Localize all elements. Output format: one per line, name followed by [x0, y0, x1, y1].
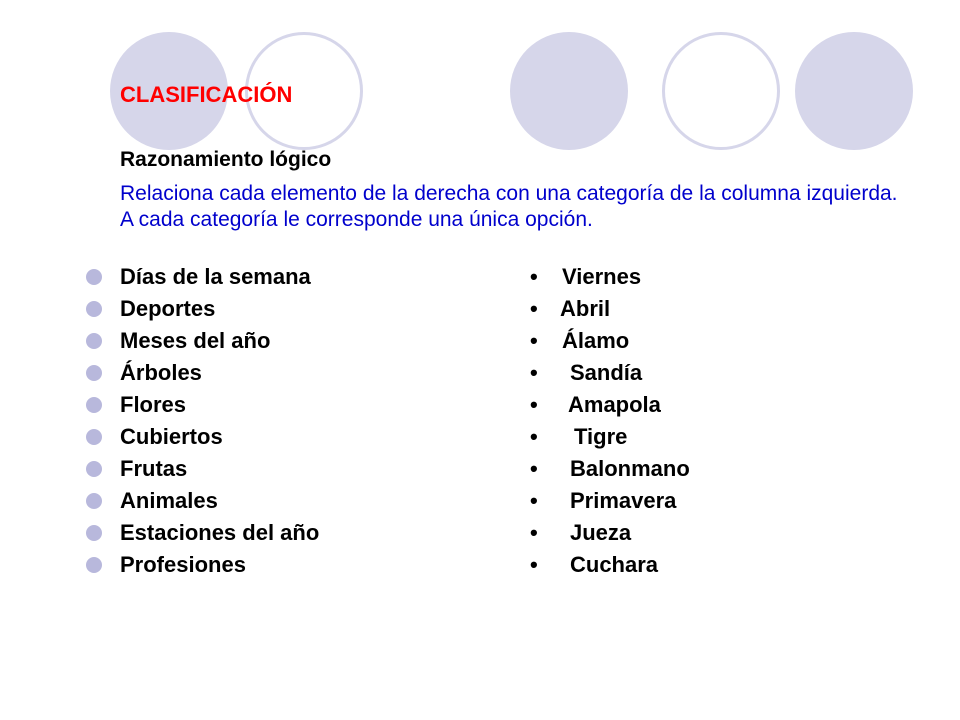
decorative-ring-2 [662, 32, 780, 150]
bullet-glyph: • [530, 520, 538, 545]
bullet-icon [86, 397, 102, 413]
category-label: Cubiertos [120, 424, 223, 449]
item-label: Tigre [574, 424, 628, 449]
category-item [86, 485, 319, 517]
category-item [86, 293, 319, 325]
bullet-icon [86, 333, 102, 349]
category-item [86, 325, 319, 357]
bullet-glyph: • [530, 360, 538, 385]
decorative-circle-2 [510, 32, 628, 150]
item-entry [530, 549, 690, 581]
category-label: Flores [120, 392, 187, 417]
item-entry [530, 421, 690, 453]
category-item [86, 549, 319, 581]
category-label: Árboles [120, 360, 202, 385]
category-label: Meses del año [120, 328, 271, 353]
bullet-glyph: • [530, 552, 538, 577]
item-label: Balonmano [570, 456, 690, 481]
category-item [86, 517, 319, 549]
category-label: Días de la semana [120, 264, 311, 289]
bullet-glyph: • [530, 296, 538, 321]
category-label: Deportes [120, 296, 216, 321]
bullet-icon [86, 525, 102, 541]
bullet-icon [86, 301, 102, 317]
category-item [86, 421, 319, 453]
item-label: Sandía [570, 360, 643, 385]
item-entry [530, 357, 690, 389]
bullet-glyph: • [530, 456, 538, 481]
bullet-glyph: • [530, 488, 538, 513]
item-entry [530, 485, 690, 517]
item-label: Jueza [570, 520, 632, 545]
bullet-icon [86, 557, 102, 573]
category-item [86, 453, 319, 485]
item-label: Abril [560, 296, 611, 321]
category-label: Estaciones del año [120, 520, 320, 545]
item-entry [530, 517, 690, 549]
slide-subtitle: Razonamiento lógico [120, 148, 332, 171]
bullet-icon [86, 493, 102, 509]
item-label: Amapola [568, 392, 661, 417]
item-label: Primavera [570, 488, 677, 513]
instructions-text: Relaciona cada elemento de la derecha con una categoría de la columna izquierda. A cada categoría le corresponde una única opción. [120, 182, 898, 231]
item-label: Viernes [562, 264, 642, 289]
category-label: Frutas [120, 456, 188, 481]
bullet-glyph: • [530, 264, 538, 289]
category-list [86, 261, 319, 581]
item-entry [530, 261, 690, 293]
item-list [530, 261, 690, 581]
bullet-glyph: • [530, 328, 538, 353]
bullet-icon [86, 269, 102, 285]
slide-title: CLASIFICACIÓN [120, 82, 293, 107]
item-entry [530, 389, 690, 421]
bullet-glyph: • [530, 392, 538, 417]
category-label: Profesiones [120, 552, 246, 577]
bullet-icon [86, 365, 102, 381]
item-entry [530, 325, 690, 357]
category-item [86, 261, 319, 293]
category-label: Animales [120, 488, 218, 513]
bullet-icon [86, 461, 102, 477]
item-label: Cuchara [570, 552, 659, 577]
bullet-icon [86, 429, 102, 445]
item-label: Álamo [562, 328, 630, 353]
category-item [86, 357, 319, 389]
item-entry [530, 453, 690, 485]
category-item [86, 389, 319, 421]
decorative-circle-3 [795, 32, 913, 150]
bullet-glyph: • [530, 424, 538, 449]
item-entry [530, 293, 690, 325]
